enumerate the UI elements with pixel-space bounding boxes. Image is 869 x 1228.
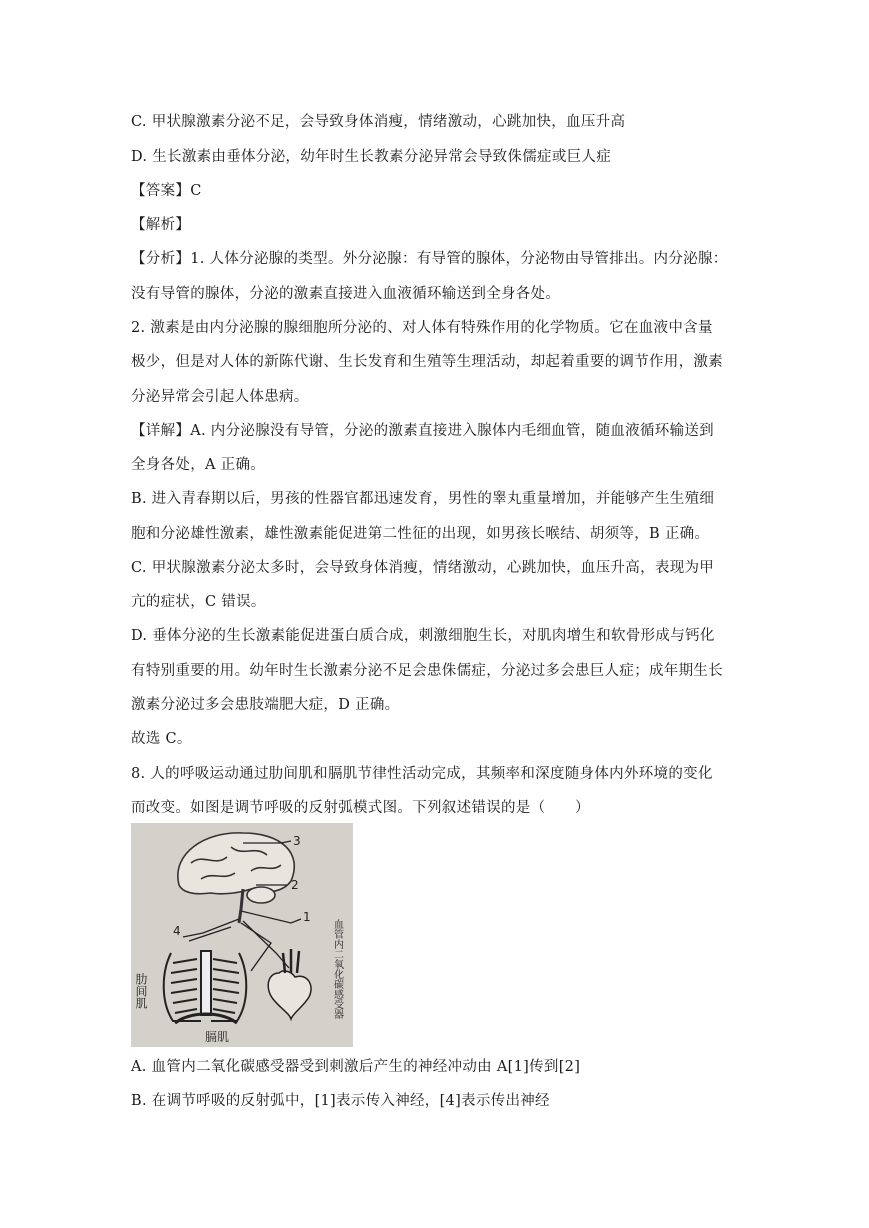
detail-line-2: 全身各处，A 正确。: [131, 457, 266, 473]
analysis-line-1: 【分析】1. 人体分泌腺的类型。外分泌腺：有导管的腺体，分泌物由导管排出。内分泌腺：: [131, 251, 728, 267]
detail-line-6: 亢的症状，C 错误。: [131, 594, 266, 610]
reflex-arc-diagram: [131, 823, 353, 1047]
analysis-line-4: 极少，但是对人体的新陈代谢、生长发育和生殖等生理活动，却起着重要的调节作用，激素: [131, 354, 723, 370]
detail-line-8: 有特别重要的用。幼年时生长激素分泌不足会患侏儒症，分泌过多会患巨人症；成年期生长: [131, 663, 723, 679]
label-1: 1: [303, 910, 311, 924]
conclusion-line: 故选 C。: [131, 731, 192, 747]
detail-line-7: D. 垂体分泌的生长激素能促进蛋白质合成，刺激细胞生长，对肌肉增生和软骨形成与钙化: [131, 628, 715, 644]
label-2: 2: [291, 878, 299, 892]
analysis-heading: 【解析】: [131, 217, 191, 233]
option-d-line: D. 生长激素由垂体分泌，幼年时生长教素分泌异常会导致侏儒症或巨人症: [131, 149, 612, 165]
detail-line-3: B. 进入青春期以后，男孩的性器官都迅速发育，男性的睾丸重量增加，并能够产生生殖细: [131, 491, 715, 507]
answer-line: 【答案】C: [131, 183, 202, 199]
intercostal-muscle-label: 肋间肌: [134, 973, 148, 1009]
option-b-line: B. 在调节呼吸的反射弧中，[1]表示传入神经，[4]表示传出神经: [131, 1093, 550, 1109]
detail-line-5: C. 甲状腺激素分泌太多时，会导致身体消瘦，情绪激动，心跳加快，血压升高，表现为甲: [131, 560, 715, 576]
detail-line-9: 激素分泌过多会患肢端肥大症，D 正确。: [131, 697, 400, 713]
detail-line-4: 胞和分泌雄性激素，雄性激素能促进第二性征的出现，如男孩长喉结、胡须等，B 正确。: [131, 526, 710, 542]
analysis-line-3: 2. 激素是由内分泌腺的腺细胞所分泌的、对人体有特殊作用的化学物质。它在血液中含量: [131, 320, 713, 336]
option-c-line: C. 甲状腺激素分泌不足，会导致身体消瘦，情绪激动，心跳加快，血压升高: [131, 114, 626, 130]
label-4: 4: [173, 924, 181, 938]
question-8-line-1: 8. 人的呼吸运动通过肋间肌和膈肌节律性活动完成，其频率和深度随身体内外环境的变化: [131, 766, 713, 782]
detail-line-1: 【详解】A. 内分泌腺没有导管，分泌的激素直接进入腺体内毛细血管，随血液循环输送到: [131, 423, 714, 439]
analysis-line-5: 分泌异常会引起人体患病。: [131, 389, 309, 405]
analysis-line-2: 没有导管的腺体，分泌的激素直接进入血液循环输送到全身各处。: [131, 286, 561, 302]
question-8-line-2: 而改变。如图是调节呼吸的反射弧模式图。下列叙述错误的是（ ）: [131, 800, 590, 816]
co2-receptor-label: 血管内二氧化碳感受器: [331, 919, 343, 1019]
option-a-line: A. 血管内二氧化碳感受器受到刺激后产生的神经冲动由 A[1]传到[2]: [131, 1059, 581, 1075]
label-3: 3: [293, 834, 301, 848]
diaphragm-label: 膈肌: [205, 1030, 230, 1044]
